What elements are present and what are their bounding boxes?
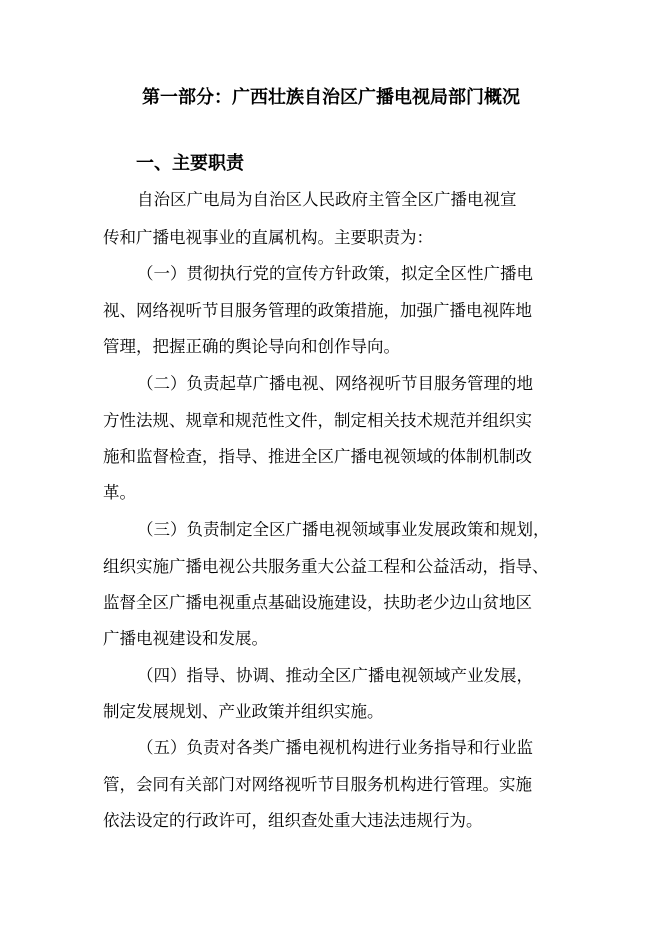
paragraph-line: （四）指导、协调、推动全区广播电视领域产业发展， xyxy=(137,666,533,685)
paragraph-line: 自治区广电局为自治区人民政府主管全区广播电视宣 xyxy=(137,190,517,209)
paragraph-line: 革。 xyxy=(103,483,136,502)
paragraph-line: （五）负责对各类广播电视机构进行业务指导和行业监 xyxy=(137,738,533,757)
paragraph-line: 施和监督检查，指导、推进全区广播电视领域的体制机制改 xyxy=(103,447,532,466)
paragraph-line: 组织实施广播电视公共服务重大公益工程和公益活动，指导、 xyxy=(103,557,549,576)
paragraph-line: 传和广播电视事业的直属机构。主要职责为： xyxy=(103,228,433,247)
paragraph-line: 方性法规、规章和规范性文件，制定相关技术规范并组织实 xyxy=(103,411,532,430)
paragraph-line: （一）贯彻执行党的宣传方针政策，拟定全区性广播电 xyxy=(137,264,533,283)
paragraph-line: 视、网络视听节目服务管理的政策措施，加强广播电视阵地 xyxy=(103,301,532,320)
paragraph-line: 制定发展规划、产业政策并组织实施。 xyxy=(103,702,384,721)
paragraph-line: 管，会同有关部门对网络视听节目服务机构进行管理。实施 xyxy=(103,775,532,794)
section-heading: 一、主要职责 xyxy=(136,153,244,174)
paragraph-line: 管理，把握正确的舆论导向和创作导向。 xyxy=(103,337,400,356)
paragraph-line: （二）负责起草广播电视、网络视听节目服务管理的地 xyxy=(137,374,533,393)
paragraph-line: 依法设定的行政许可，组织查处重大违法违规行为。 xyxy=(103,811,483,830)
paragraph-line: （三）负责制定全区广播电视领域事业发展政策和规划， xyxy=(137,520,550,539)
paragraph-line: 广播电视建设和发展。 xyxy=(103,629,268,648)
paragraph-line: 监督全区广播电视重点基础设施建设，扶助老少边山贫地区 xyxy=(103,593,532,612)
page-title: 第一部分：广西壮族自治区广播电视局部门概况 xyxy=(142,87,520,108)
